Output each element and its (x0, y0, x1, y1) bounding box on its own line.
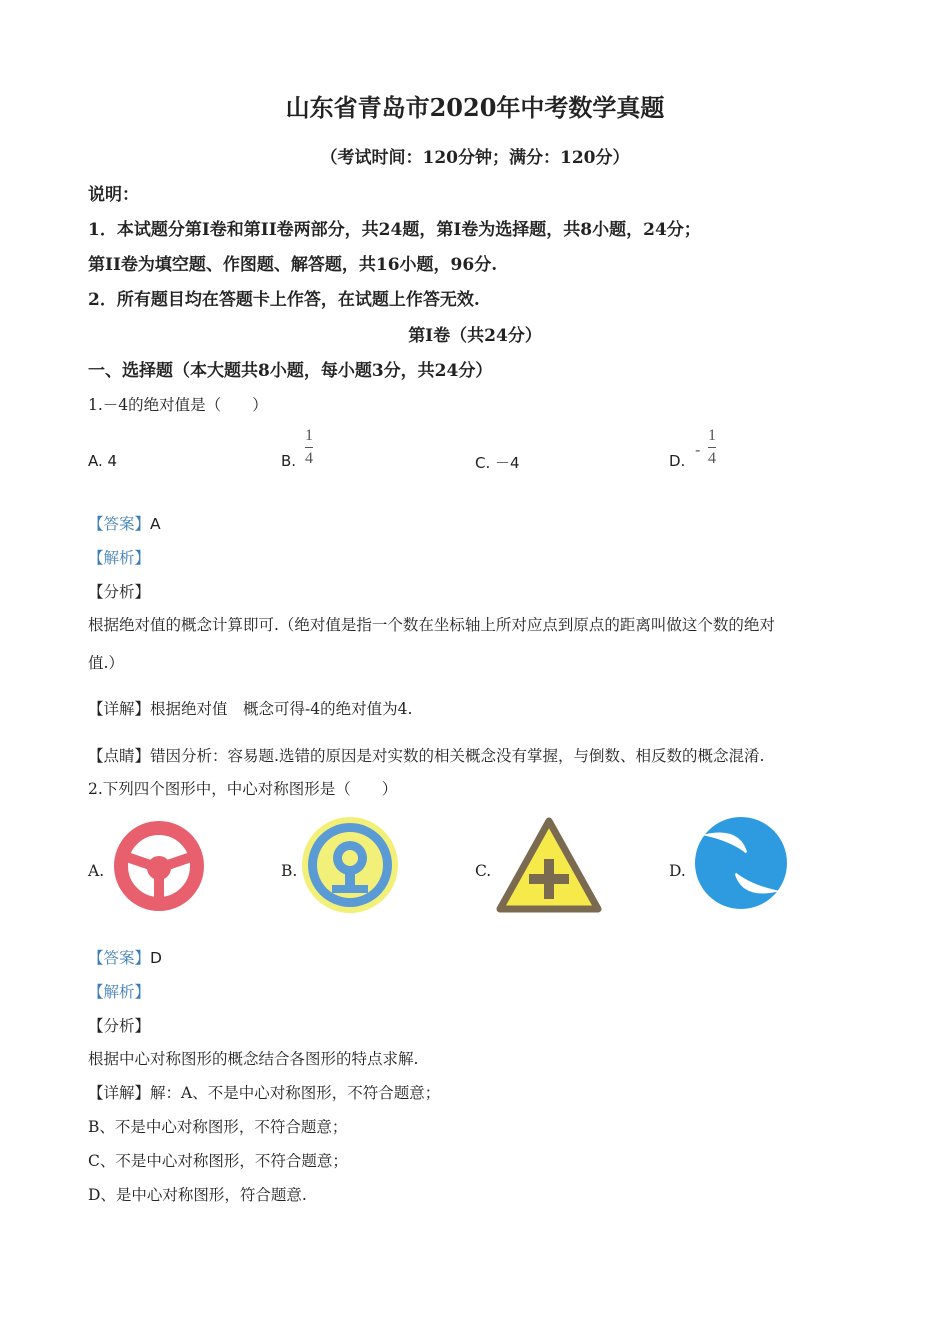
q1-stem: 1.－4的绝对值是（ ） (88, 396, 268, 414)
exam-subtitle: （考试时间：120分钟；满分：120分） (320, 148, 630, 168)
q1-detail (88, 697, 412, 719)
q1-comment-tag: 【点睛】 (88, 747, 151, 765)
q1-option-d-denominator: 4 (708, 450, 716, 467)
q1-answer (88, 512, 161, 534)
steering-wheel-icon (112, 818, 206, 914)
section-title: 第I卷（共24分） (408, 326, 542, 346)
q2-answer-tag: 【答案】 (88, 949, 151, 967)
q2-detail-text: 解：A、不是中心对称图形，不符合题意； (150, 1084, 441, 1102)
page-title: 山东省青岛市2020年中考数学真题 (285, 93, 665, 122)
q1-fenxi-tag: 【分析】 (88, 583, 151, 601)
q2-line-b: B、不是中心对称图形，不符合题意； (88, 1118, 348, 1136)
notes-heading: 说明： (88, 185, 139, 205)
q1-comment-text: 错因分析：容易题.选错的原因是对实数的相关概念没有掌握，与倒数、相反数的概念混淆. (150, 747, 765, 765)
q1-detail-tag: 【详解】 (88, 700, 151, 718)
q2-line-c: C、不是中心对称图形，不符合题意； (88, 1152, 348, 1170)
q1-option-a (88, 452, 117, 470)
notes-line-1: 1．本试题分第I卷和第II卷两部分，共24题，第I卷为选择题，共8小题，24分； (88, 220, 701, 240)
twin-swirl-icon (692, 815, 790, 911)
q2-stem: 2.下列四个图形中，中心对称图形是（ ） (88, 780, 398, 798)
q1-answer-value: A (150, 515, 161, 533)
q2-fenxi-text: 根据中心对称图形的概念结合各图形的特点求解. (88, 1050, 419, 1068)
q1-option-d-numerator: 1 (708, 427, 716, 444)
railway-logo-icon (300, 815, 400, 915)
q1-detail-text: 根据绝对值 概念可得-4的绝对值为4. (150, 700, 413, 718)
q2-answer (88, 946, 162, 968)
q1-option-b-numerator: 1 (305, 427, 313, 444)
q1-option-b-fraction (305, 428, 313, 467)
part-title: 一、选择题（本大题共8小题，每小题3分，共24分） (88, 361, 493, 381)
warning-plus-sign-icon (494, 815, 604, 913)
q1-option-c (475, 452, 520, 473)
q1-option-a-text: 4 (107, 452, 118, 470)
q1-option-d-label: D. (669, 452, 686, 470)
q2-line-d: D、是中心对称图形，符合题意. (88, 1186, 307, 1204)
q1-option-c-label: C. (475, 454, 491, 472)
q1-comment (88, 744, 764, 766)
q2-option-c-label: C. (475, 862, 492, 880)
q1-option-d-sign: - (695, 440, 701, 459)
q2-option-a-label: A. (88, 862, 105, 880)
q1-option-d-fraction (708, 428, 716, 467)
q1-analysis-tag: 【解析】 (88, 549, 151, 567)
q1-option-b-denominator: 4 (305, 450, 313, 467)
notes-line-3: 2．所有题目均在答题卡上作答，在试题上作答无效. (88, 290, 480, 310)
q2-fenxi-tag: 【分析】 (88, 1017, 151, 1035)
q2-analysis-tag: 【解析】 (88, 983, 151, 1001)
q1-option-c-text: －4 (495, 454, 520, 472)
q1-fenxi-text-1: 根据绝对值的概念计算即可.（绝对值是指一个数在坐标轴上所对应点到原点的距离叫做这个数的绝对 (88, 616, 775, 634)
q1-option-a-label: A. (88, 452, 103, 470)
notes-line-2: 第II卷为填空题、作图题、解答题，共16小题，96分. (88, 255, 498, 275)
q1-answer-tag: 【答案】 (88, 515, 151, 533)
q2-detail (88, 1081, 440, 1103)
q2-detail-tag: 【详解】 (88, 1084, 151, 1102)
q2-option-d-label: D. (669, 862, 686, 880)
q2-option-b-label: B. (281, 862, 298, 880)
q2-answer-value: D (150, 949, 162, 967)
q1-option-b-label: B. (281, 452, 297, 470)
q1-fenxi-text-2: 值.） (88, 654, 124, 672)
